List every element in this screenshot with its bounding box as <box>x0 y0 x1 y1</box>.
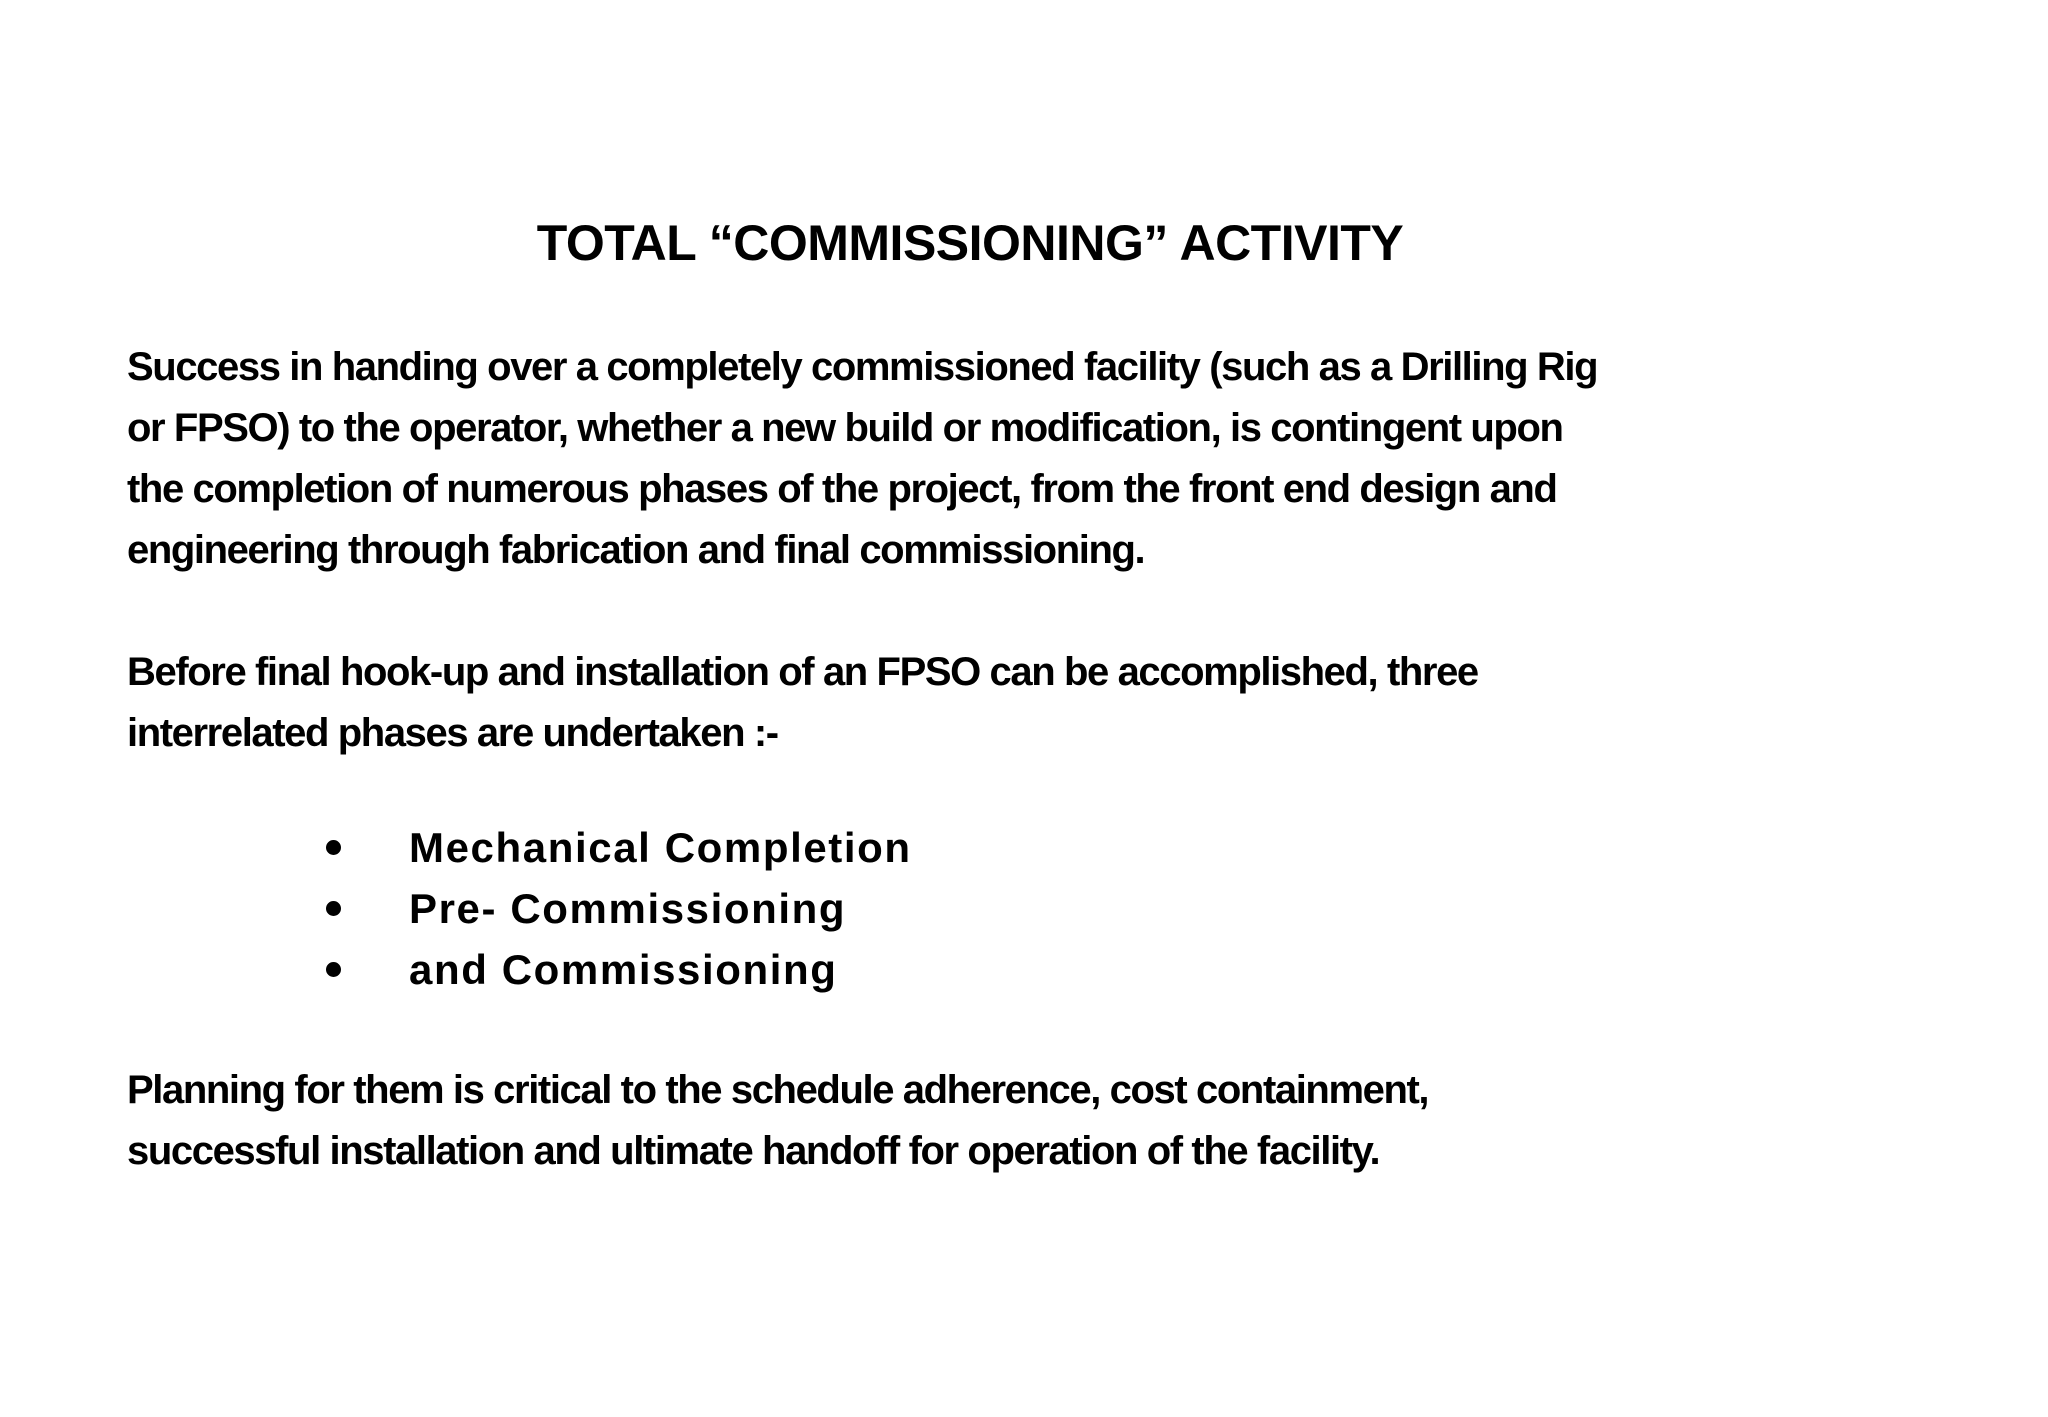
phases-list <box>312 817 912 1000</box>
bullet-icon <box>326 840 341 855</box>
conclusion-paragraph <box>127 1060 1887 1182</box>
list-item-label: Pre- Commissioning <box>409 884 847 932</box>
paragraph-line: successful installation and ultimate handoff for operation of the facility. <box>127 1129 1380 1173</box>
paragraph-line: Planning for them is critical to the schedule adherence, cost containment, <box>127 1068 1429 1112</box>
intro-paragraph <box>127 337 1887 581</box>
paragraph-line: or FPSO) to the operator, whether a new build or modification, is contingent upon <box>127 406 1563 450</box>
paragraph-line: Before final hook-up and installation of an FPSO can be accomplished, three <box>127 650 1478 694</box>
paragraph-line: engineering through fabrication and final commissioning. <box>127 528 1145 572</box>
list-item <box>312 939 912 1000</box>
paragraph-line: the completion of numerous phases of the project, from the front end design and <box>127 467 1557 511</box>
list-item <box>312 878 912 939</box>
paragraph-line: interrelated phases are undertaken :- <box>127 711 778 755</box>
list-item <box>312 817 912 878</box>
bullet-icon <box>326 962 341 977</box>
list-item-label: Mechanical Completion <box>409 823 912 871</box>
bullet-icon <box>326 901 341 916</box>
list-item-label: and Commissioning <box>409 945 838 993</box>
page-title: TOTAL “COMMISSIONING” ACTIVITY <box>536 215 1404 271</box>
phases-intro-paragraph <box>127 642 1887 764</box>
paragraph-line: Success in handing over a completely commissioned facility (such as a Drilling Rig <box>127 345 1598 389</box>
